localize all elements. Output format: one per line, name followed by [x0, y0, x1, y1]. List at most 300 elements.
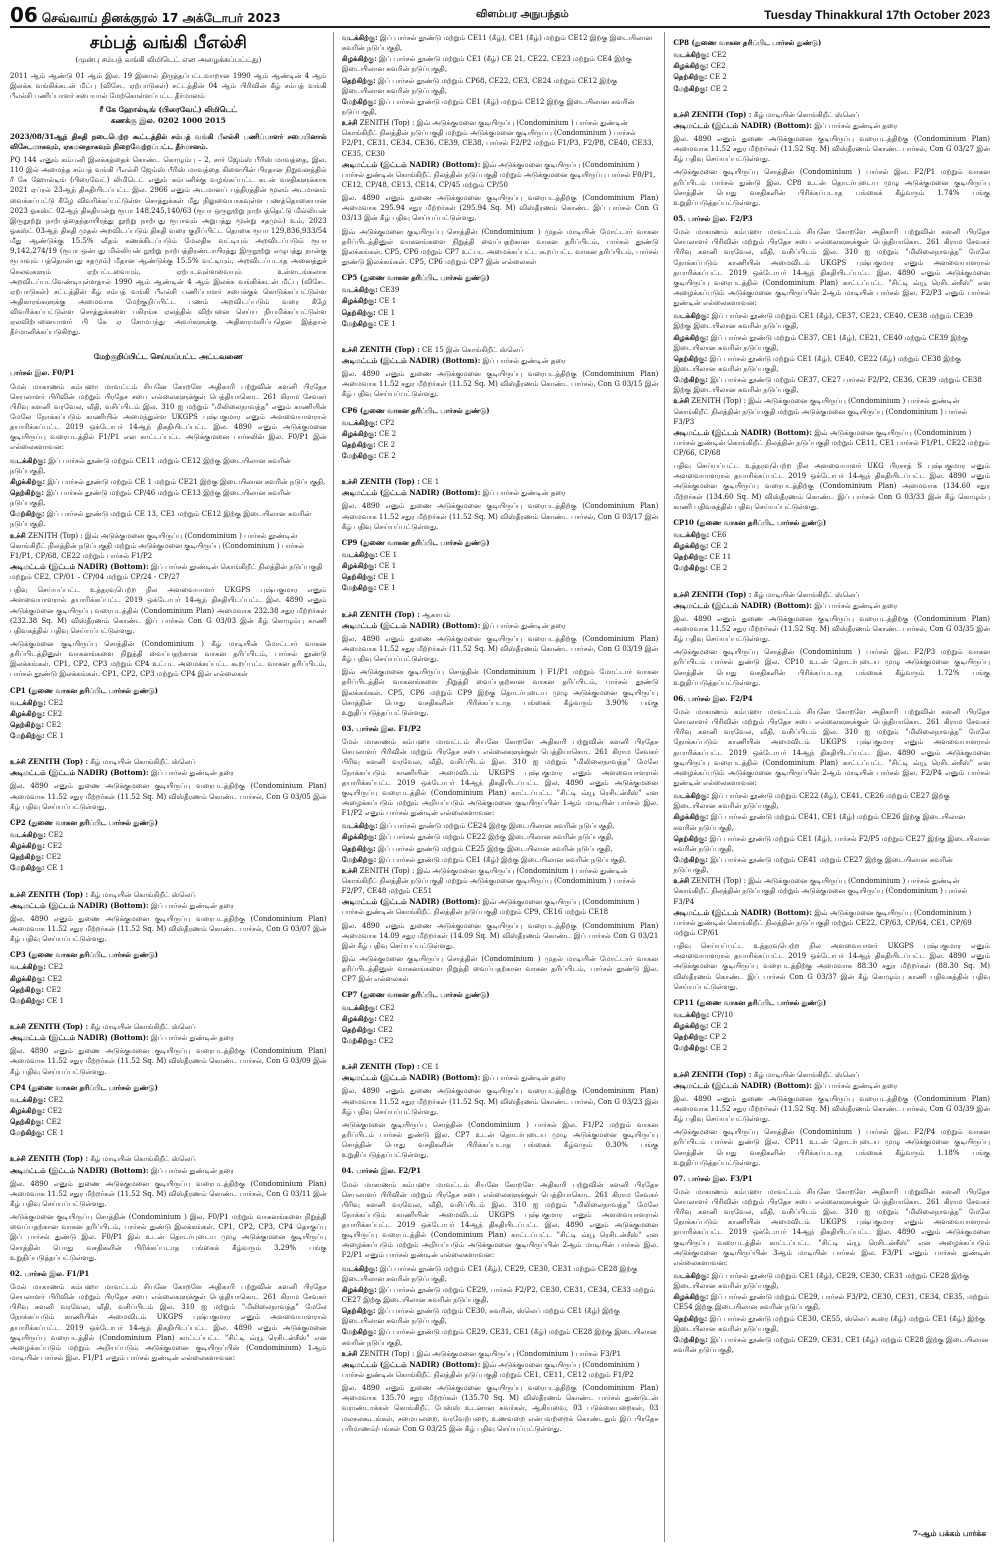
parcel-description: மேல் மாகாணம் கம்பஹா மாவட்டம் சியனே கோறளே அதிகாரி பற்றுவின் களனி பிரதேச செயலாளர் பிரிவின் மற்றும் பிரதேச சபை எல்லைகளுக்குள் பெத்தியாகொட 261 கிராம சேவகர் பிரிவு களனி வரவேல, வீதி, வசிப்பிடம் இல. 310 ஐ மற்றும் "மிலிலைநாவத்த" மேலே நோக்கப்படும் காணியின் அமைவிடம் UKGPS புஷ்பகுமார எனும் அளவையாளரால் தயாரிக்கப்பட்ட 2019 ஒக்டோபர் 14ஆந் திகதியிடப்பட்ட இல. 4890 எனும் அடுக்குமனை குடியிருப்பு வரைபடத்தில் (Condominium Plan) காட்டப்பட்ட "சிட்டி வ்யூ ரெசிடன்சீஸ்" என அழைக்கப்படும் மற்றும் அறியப்படும் அடுக்குமனை குடியிருப்பின் 1ஆம் மாடியின் பார்சல் இல. F1/P2 எனும் பார்சல் துண்டின் எல்லைகளாவன: — [341, 738, 659, 818]
spacer — [10, 1139, 327, 1153]
boundary-value: இவ் அடுக்குமனை குடியிருப்பு (Condominium ) பார்சல் துண்டின் கொங்கிறீட் நிலத்தின் நடுப்பகுதி மற்றும் CE1, CE11, CE12 மற்றும் F1/P2 — [341, 1360, 640, 1380]
boundary-west-label: மேற்கிற்கு: — [341, 1035, 377, 1045]
boundary-north — [342, 550, 659, 560]
boundary-label: உச்சி — [341, 118, 358, 128]
share-note: இவ் அடுக்குமனை குடியிருப்பு சொத்தின் (Condominium ) F1/P1 மற்றும் மோட்டார் வாகன தரிப்பிடத்தில் வாகனங்களை நிறுத்தி வைப்பதற்கான வாகன தரிப்பிடம், பார்சல் தூண்டு இலக்கங்கள். CP5, CP6 மற்றும் CP9 இற்கு தொடர்புடைய முழு அடுக்குமனை குடியிருப்பு சொத்தின் பொது வசதிகளின் பிரிக்கப்படாத பங்கைக் கீழ்வரும் 3.90% பங்கு உறுதிப்படுத்தப்பட்டுள்ளது. — [341, 668, 659, 717]
boundary-label: வடக்கிற்கு: — [341, 821, 378, 831]
boundary-east-value: CE2 — [47, 842, 63, 851]
boundary-bottom-value: இப் பார்சல் துண்டின் தரை — [150, 1034, 234, 1043]
boundary-east — [10, 841, 327, 851]
parcel-area: இல. 4890 எனும் துணை அடுக்குமனை குடியிருப்பு வரைபடத்திற்கு (Condominium Plan) அமைவாக 11.52 சதுர மீற்றர்கள் (11.52 Sq. M) விஸ்தீரணம் கொண்ட பார்சல், Con G 03/27 இன் கீழ் பதிவு செய்யப்பட்டுள்ளது. — [673, 134, 991, 164]
boundary-label: தெற்கிற்கு: — [673, 353, 708, 363]
boundary-north-label: வடக்கிற்கு: — [341, 285, 378, 295]
boundary-value: ZENITH (Top) : இவ் அடுக்குமனை குடியிருப்பு (Condominium ) பார்சல் F3/P1 — [359, 1349, 622, 1358]
boundary-label: கிழக்கிற்கு: — [341, 54, 377, 64]
boundary-south-label: தெற்கிற்கு: — [10, 719, 45, 729]
boundary-value: இப் பார்சல் தூண்டு மற்றும் CE29, CE31, CE1 (கீழ்) மற்றும் CE28 இற்கு இடையிலான சுவரின் நடுப்பகுதி, — [673, 1335, 989, 1355]
boundary-east — [342, 429, 659, 439]
boundary-label: மேற்கிற்கு: — [341, 854, 377, 864]
boundary-south — [673, 1032, 990, 1042]
boundary-west-value: CE 2 — [710, 1044, 728, 1053]
boundary-bottom-value: இப் பார்சல் துண்டின் தரை — [814, 601, 898, 610]
boundary-label: அடிமட்டம் (இட்டம் NADIR) (Bottom): — [341, 1359, 481, 1369]
boundary-west-label: மேற்கிற்கு: — [673, 1043, 708, 1053]
boundary-label: தெற்கிற்கு: — [673, 833, 708, 843]
boundary-top-value: கீழ் மாடியின் கொங்கிறீட் ஸ்லெப் — [90, 1023, 196, 1032]
spacer — [342, 595, 659, 609]
boundary-south-label: தெற்கிற்கு: — [10, 984, 45, 994]
boundary-east-value: CE 1 — [379, 297, 397, 306]
parking-parcel-title: CP8 (துணை வாகன தரிப்பிட பார்சல் துண்டு) — [673, 38, 822, 47]
boundary-south: தெற்கிற்கு: இப் பார்சல் தூண்டு மற்றும் CP/46 மற்றும் CE13 இற்கு இடையிலான சுவரின் நடுப்பகுதி, — [10, 487, 291, 508]
boundary-west-label: மேற்கிற்கு: — [673, 83, 708, 93]
boundary-value: ZENITH (Top) : இவ் அடுக்குமனை குடியிருப்பு (Condominium ) பார்சல் துண்டின் கொங்கிறீட் நிலத்தின் நடுப்பகுதி மற்றும் அடுக்குமனை குடியிருப்பு (Condominium ) பார்சல் F2/P1, CE31, CE34, CE36, CE39, CE38, பார்சல் F2/P2 மற்றும் F1/P3, F2/P8, CE40, CE33, CE35, CE30 — [341, 119, 654, 158]
boundary-west — [673, 1043, 990, 1053]
boundary-west-value: CE 2 — [378, 452, 396, 461]
boundary-north — [10, 962, 327, 972]
boundary-top-label: உச்சி ZENITH (Top) : — [10, 889, 89, 899]
boundary-top — [342, 477, 659, 487]
boundary-east-label: கிழக்கிற்கு: — [10, 708, 46, 718]
boundary-value: இப் பார்சல் தூண்டு மற்றும் CE22 (கீழ்), CE41, CE26 மற்றும் CE27 இற்கு இடையிலான சுவரின் நடுப்பகுதி, — [673, 792, 950, 811]
boundary-label: வடக்கிற்கு: — [341, 33, 378, 42]
boundary-top-label: உச்சி ZENITH (Top) : — [673, 109, 752, 119]
boundary-value: இப் பார்சல் தூண்டு மற்றும் CE1 (கீழ்), CE40, CE22 (கீழ்) மற்றும் CE38 இற்கு இடையிலான சுவரின் நடுப்பகுதி, — [673, 354, 962, 373]
boundary-label: கிழக்கிற்கு: — [673, 332, 709, 342]
boundary-east — [342, 296, 659, 306]
boundary-north — [342, 285, 659, 295]
boundary-top-value: CE 15 இன் கொங்கிறீட் ஸ்லெப் — [422, 345, 524, 354]
boundary-line — [342, 821, 659, 831]
boundary-north-label: வடக்கிற்கு: — [10, 830, 47, 840]
boundary-south-label: தெற்கிற்கு: — [673, 72, 708, 82]
parcel-boundaries — [673, 1271, 990, 1355]
boundary-line — [673, 333, 990, 353]
boundary-east-value: CE2 — [47, 974, 63, 983]
header-date-english: Tuesday Thinakkural 17th October 2023 — [764, 8, 990, 22]
boundary-top — [673, 590, 990, 600]
parcel-area: இல. 4890 எனும் துணை அடுக்குமனை குடியிருப்பு வரைபடத்திற்கு (Condominium Plan) அமைவாக 11.52 சதுர மீற்றர்கள் (11.52 Sq. M) விஸ்தீரணம் கொண்ட பார்சல், Con G 03/17 இன் கீழ் பதிவு செய்யப்பட்டுள்ளது. — [341, 502, 659, 531]
boundary-bottom — [10, 901, 327, 911]
boundary-value: இப் பார்சல் தூண்டு மற்றும் CE41 மற்றும் CE27 இற்கு இடையிலான சுவரின் நடுப்பகுதி, — [673, 855, 953, 875]
boundary-east-label: கிழக்கிற்கு: — [673, 61, 709, 71]
boundary-label: வடக்கிற்கு: — [673, 311, 710, 321]
boundary-value: இப் பார்சல் தூண்டு மற்றும் CE1 (கீழ்), பார்சல் F2/P5 மற்றும் CE27 இற்கு இடையிலான சுவரின் நடுப்பகுதி, — [673, 834, 990, 853]
boundary-line — [342, 844, 659, 854]
page-header — [10, 4, 990, 28]
boundary-top — [10, 890, 327, 900]
boundary-label: மேற்கிற்கு: — [673, 854, 708, 864]
continued-note: 7-ஆம் பக்கம் பார்க்க — [912, 1529, 987, 1539]
boundary-east — [342, 1014, 659, 1024]
boundary-line — [673, 311, 990, 331]
boundary-value: இவ் அடுக்குமனை குடியிருப்பு (Condominium ) பார்சல் துண்டின் கொங்கிறீட் நிலத்தின் நடுப்பகுதி மற்றும் அடுக்குமனை குடியிருப்பு பார்சல் F0/P1, CE12, CP/48, CE13, CE14, CP/45 மற்றும் CP/50 — [341, 160, 656, 189]
parcel-boundaries — [342, 33, 659, 267]
boundary-value: இப் பார்சல் தூண்டு மற்றும் CE11 (கீழ்), CE1 (கீழ்) மற்றும் CE12 இற்கு இடையிலான சுவரின் நடுப்பகுதி, — [341, 34, 653, 53]
boundary-south-label: தெற்கிற்கு: — [341, 307, 376, 317]
boundary-value: இப் பார்சல் தூண்டு மற்றும் CE25 இற்கு இடையிலான சுவரின் நடுப்பகுதி, — [377, 844, 613, 853]
boundary-line — [673, 791, 990, 811]
boundary-west-label: மேற்கிற்கு: — [10, 1128, 45, 1138]
parcel-boundaries — [10, 456, 327, 583]
boundary-top-label: உச்சி ZENITH (Top) : — [341, 477, 420, 487]
boundary-top-value: கீழ் மாடியின் கொங்கிறீட் ஸ்லெப் — [753, 1070, 860, 1079]
boundary-south — [10, 1117, 327, 1127]
boundary-top-label: உச்சி ZENITH (Top) : — [10, 1154, 89, 1164]
boundary-south-label: தெற்கிற்கு: — [10, 1117, 45, 1127]
boundary-bottom-label: அடிமட்டம் (இட்டம் NADIR) (Bottom): — [10, 900, 149, 910]
boundary-south-value: CE2 — [46, 720, 62, 729]
boundary-north-value: CE2 — [48, 831, 64, 840]
boundary-north-label: வடக்கிற்கு: — [10, 962, 47, 972]
boundary-bottom-label: அடிமட்டம் (இட்டம் NADIR) (Bottom): — [673, 600, 812, 610]
boundary-line — [673, 396, 990, 426]
boundary-value: இவ் அடுக்குமனை குடியிருப்பு (Condominium ) பார்சல் துண்டின் கொங்கிறீட் நிலத்தின் நடுப்பகுதி மற்றும் CP9, CE16 மற்றும் CE18 — [341, 898, 640, 917]
parking-intro: அடுக்குமனை குடியிருப்பு சொத்தின் (Condominium ) கீழ் மாடியின் மோட்டார் வாகன தரிப்பிடத்தினுள் வாகனங்களை நிறுத்தி வைப்பதற்கான வாகன தரிப்பிடம், பார்சல் தூண்டு இலக்கங்கள். CP1, CP2, CP3 மற்றும் CP4 உட்பட அமைக்கப்பட்ட கூறப்பட்ட வாகன தரிப்பிடம், பார்சல் தூண்டு இலக்கங்கள். CP1, CP2, CP3 மற்றும் CP4 இன் எல்லைகள் — [10, 639, 327, 679]
boundary-label: உச்சி — [341, 1348, 358, 1358]
boundary-east-value: CE2 — [47, 709, 63, 718]
spacer — [673, 575, 990, 589]
boundary-label: வடக்கிற்கு: — [673, 791, 710, 801]
boundary-north — [342, 1003, 659, 1013]
parking-parcel-title: CP9 (துணை வாகன தரிப்பிட பார்சல் துண்டு) — [341, 537, 490, 547]
boundary-bottom — [673, 601, 990, 611]
boundary-bottom — [342, 621, 659, 631]
boundary-bottom — [673, 121, 990, 131]
boundary-label: மேற்கிற்கு: — [673, 375, 708, 385]
boundary-line — [673, 428, 990, 458]
boundary-line — [342, 1306, 659, 1326]
boundary-top — [10, 757, 327, 767]
boundary-south-value: CE 2 — [709, 73, 727, 82]
parcel-heading: 07. பார்சல் இல. F3/P1 — [673, 1173, 753, 1183]
boundary-line — [342, 1264, 659, 1284]
boundary-value: இப் பார்சல் தூண்டு மற்றும் CE1 (கீழ்), CE29, CE30, CE31 மற்றும் CE28 இற்கு இடையிலான சுவரின் நடுப்பகுதி, — [341, 1264, 638, 1283]
boundary-label: உச்சி — [673, 396, 690, 406]
boundary-south — [10, 985, 327, 995]
boundary-bottom-value: இப் பார்சல் துண்டின் தரை — [814, 121, 898, 130]
parcel-area: இல. 4890 எனும் துணை அடுக்குமனை குடியிருப்பு வரைபடத்திற்கு (Condominium Plan) அமைவாக 295.94 சதுர மீற்றர்கள் (295.94 Sq. M) விஸ்தீரணம் கொண்ட இப் பார்சல் Con G 03/13 இன் கீழ் பதிவு செய்யப்பட்டுள்ளது. — [341, 194, 659, 223]
boundary-south — [342, 572, 659, 582]
boundary-south-label: தெற்கிற்கு: — [341, 439, 376, 449]
boundary-west-value: CE 2 — [710, 84, 728, 93]
boundary-west — [10, 863, 327, 873]
boundary-label: தெற்கிற்கு: — [341, 75, 376, 85]
boundary-label: வடக்கிற்கு: — [341, 1263, 378, 1273]
parking-parcels — [673, 998, 990, 1124]
boundary-east — [673, 541, 990, 551]
boundary-north-value: CE 1 — [379, 551, 398, 560]
parcel-area: இல. 4890 எனும் துணை அடுக்குமனை குடியிருப்பு வரைபடத்திற்கு (Condominium Plan) அமைவாக 11.52 சதுர மீற்றர்கள் (11.52 Sq. M) விஸ்தீரணம் கொண்ட பார்சல், Con G 03/35 இன் கீழ் பதிவு செய்யப்பட்டுள்ளது. — [673, 614, 991, 644]
boundary-north — [673, 50, 990, 60]
boundary-west-value: CE 1 — [46, 996, 65, 1005]
boundary-value: இப் பார்சல் தூண்டு மற்றும் CE1 (கீழ்) CE 21, CE22, CE23 மற்றும் CE4 இற்கு இடையிலான சுவரின் நடுப்பகுதி, — [341, 55, 632, 74]
parcel-area: இல. 4890 எனும் துணை அடுக்குமனை குடியிருப்பு வரைபடத்திற்கு (Condominium Plan) அமைவாக 11.52 சதுர மீற்றர்கள் (11.52 Sq. M) விஸ்தீரணம் கொண்ட பார்சல், Con G 03/11 இன் கீழ் பதிவு செய்யப்பட்டுள்ளது. — [10, 1179, 327, 1208]
boundary-bottom-value: இப் பார்சல் துண்டின் தரை — [814, 1081, 898, 1090]
boundary-top-value: கீழ் மாடியின் கொங்கிறீட் ஸ்லெப் — [753, 590, 860, 599]
boundary-value: இப் பார்சல் தூண்டு மற்றும் CE30, CE55, ஸ்லெப் கூரை (கீழ்) மற்றும் CE1 (கீழ்) இற்கு இடையிலான சுவரின் நடுப்பகுதி, — [673, 1314, 986, 1333]
boundary-south — [342, 440, 659, 450]
notice-title: சம்பத் வங்கி பீஎல்சி — [89, 33, 247, 53]
boundary-label: அடிமட்டம் (இட்டம் NADIR) (Bottom): — [341, 159, 481, 169]
boundary-top-label: உச்சி ZENITH (Top) : — [341, 1062, 420, 1072]
parking-parcel — [10, 1083, 327, 1209]
boundary-bottom-label: அடிமட்டம் (இட்டம் NADIR) (Bottom): — [10, 1033, 149, 1043]
parking-parcel — [673, 38, 990, 164]
boundary-south-value: CE 1 — [377, 573, 396, 582]
parcel-heading: 05. பார்சல் இல. F2/P3 — [673, 213, 753, 223]
boundary-south-value: CE2 — [46, 985, 62, 994]
parcel-area: இல. 4890 எனும் துணை அடுக்குமனை குடியிருப்பு வரைபடத்திற்கு (Condominium Plan) அமைவாக 11.52 சதுர மீற்றர்கள் (11.52 Sq. M) விஸ்தீரணம் கொண்ட பார்சல், Con G 03/15 இன் கீழ் பதிவு செய்யப்பட்டுள்ளது. — [341, 370, 659, 399]
boundary-label: கிழக்கிற்கு: — [673, 1292, 709, 1302]
boundary-bottom — [673, 1081, 990, 1091]
boundary-top-value: கீழ் மாடியின் கொங்கிறீட் ஸ்லெப் — [753, 110, 860, 119]
spacer — [10, 1007, 327, 1021]
boundary-line — [673, 375, 990, 395]
resolution-body: PQ 144 எனும் கம்பனி இலக்கத்தைக் கொண்ட கொழும்பு – 2, சார் ஜேம்ஸ் பீரிஸ் மாவத்தை, இல. 110 இல் அமைந்த சம்பத் வங்கி பீஎல்சி ஜேம்ஸ் பீரிஸ் மாவத்தை கிளையின் பிரதான நிறுவனத்தில் ரீ கே ஹோல்டிங் (பிரைவேட்) லிமிடெட் எனும் கம்பனிக்கு வழங்கப்பட்ட கடன் வசதிகளுக்காக 2021 ஏப்ரல் 23ஆந் திகதியிடப்பட்ட இல. 2966 எனும் அடமானப் பத்திரத்தின் மூலம் அடமானம் வைக்கப்பட்டு கீழே விவரிக்கப்பட்டுள்ள சொத்துக்கள் மீது நிலுவையாகவுள்ள பணத்தொகையான 2023 ஓகஸ்ட் 02ஆந் திகதியன்று ரூபா 148,245,140/63 (ரூபா ஒருநூற்று நாற்பத்தெட்டு மில்லியன் இருநூற்று நாற்பத்தைந்தாயிரத்து நூற்று நாற்பது ரூபாவும் அறுபத்து மூன்று சதமும்) உம், 2023 ஓகஸ்ட் 03ஆந் திகதி முதல் அறவிடப்படும் திகதி வரை குறிப்பிட்ட தொகை ரூபா 129,836,933/54 மீது ஆண்டுக்கு 15.5% வீதம் கணக்கிடப்படும் மேலதிக வட்டியும் அறவிடப்படும் ரூபா 9,142,274/19 (ரூபா ஒன்பது மில்லியன் நூற்று நாற்பத்திரண்டாயிரத்து இருநூற்று எழுபத்து நான்கு ரூபாவும் பத்தொன்பது சதமும்) மீதான ஆண்டுக்கு 15.5% வட்டியும், அறவிடப்படாத அனைத்துச் செலவுகளும் ஏற்பட்டவையும், ஏற்படவுள்ளவையும் உள்ளடங்கலாக அறவிடப்படவேண்டியுள்ளதால் 1990 ஆம் ஆண்டின் 4 ஆம் இலக்க வங்கிக்கடன் மீட்பு (விசேட ஏற்பாடுகள்) சட்டத்தின் கீழ் சம்பத் வங்கி பீஎல்சி பணிப்பாளர் சபைக்குக் கொடுக்கப்பட்டுள்ள அதிகாரங்களுக்கு அமைவாக மேற்குறிப்பிட்ட பணம் அறவிடப்படும் வரை கீழே விவரிக்கப்பட்டுள்ள சொத்துக்களை பகிரங்க ஏலத்தில் விற்பனை செய்ய நியமிக்கப்பட்டுள்ள ஏலவிற்பனையாளர் பி கே ஏ சோமபந்து அவர்களுக்கு அதிகாரமளிப்பதென இத்தால் தீர்மானிக்கப்படுகிறது. — [10, 156, 327, 337]
boundary-north-label: வடக்கிற்கு: — [673, 50, 710, 60]
notice-subtitle: (முன்பு சம்பத் வங்கி லிமிடெட் என அழைக்கப்பட்டது) — [75, 54, 262, 64]
boundary-line — [342, 1360, 659, 1380]
boundary-value: இப் பார்சல் தூண்டு மற்றும் CE37, CE27 பார்சல் F2/P2, CE36, CE39 மற்றும் CE38 இற்கு இடையிலான சுவரின் நடுப்பகுதி, — [673, 376, 982, 395]
boundary-line — [673, 1292, 990, 1312]
spacer — [342, 462, 659, 476]
boundary-bottom — [342, 356, 659, 366]
boundary-east-label: கிழக்கிற்கு: — [341, 428, 377, 438]
boundary-south — [673, 72, 990, 82]
boundary-north — [673, 530, 990, 540]
boundary-top-label: உச்சி ZENITH (Top) : — [10, 757, 89, 767]
boundary-north-value: CE2 — [48, 963, 64, 972]
boundary-top-value: கீழ் மாடியின் கொங்கிறீட் ஸ்லெப் — [90, 758, 196, 767]
boundary-bottom-label: அடிமட்டம் (இட்டம் NADIR) (Bottom): — [673, 1080, 812, 1090]
boundary-west — [342, 319, 659, 329]
boundary-west-value: CE2 — [378, 1036, 394, 1045]
boundary-south — [342, 1025, 659, 1035]
boundary-east-value: CE2 — [47, 1107, 63, 1115]
boundary-top-label: உச்சி ZENITH (Top) : — [341, 344, 420, 354]
boundary-east-label: கிழக்கிற்கு: — [10, 841, 46, 851]
parking-parcel-title: CP2 (துணை வாகன தரிப்பிட பார்சல் துண்டு) — [10, 817, 158, 827]
boundary-east — [673, 61, 990, 71]
boundary-top-label: உச்சி ZENITH (Top) : — [10, 1022, 89, 1032]
parcel-description: மேல் மாகாணம் கம்பஹா மாவட்டம் சியனே கோறளே அதிகாரி பற்றுவின் களனி பிரதேச செயலாளர் பிரிவின் மற்றும் பிரதேச சபை எல்லைகளுக்குள் பெத்தியாகொட 261 கிராம சேவகர் பிரிவு களனி வரவேல, வீதி, வசிப்பிடம் இல. 310 ஐ மற்றும் "மிலிலைநாவத்த" மேலே நோக்கப்படும் காணியின் அமைவிடம் UKGPS புஷ்பகுமார எனும் அளவையாளரால் தயாரிக்கப்பட்ட 2019 ஒக்டோபர் 14ஆந் திகதியிடப்பட்ட இல. 4890 எனும் அடுக்குமனை குடியிருப்பு வரைபடத்தில் (Condominium Plan) காட்டப்பட்ட "சிட்டி வ்யூ ரெசிடன்சீஸ்" என அழைக்கப்படும் மற்றும் அறியப்படும் அடுக்குமனை குடியிருப்பின் (Condominium) 1ஆம் மாடியின் பார்சல் இல. F1/P1 எனும் பார்சல் துண்டின் எல்லைகளாவன: — [10, 1282, 327, 1362]
boundary-line — [342, 1327, 659, 1347]
boundary-west-value: CE 1 — [378, 584, 396, 593]
header-date-tamil: செவ்வாய் தினக்குரல் 17 அக்டோபர் 2023 — [41, 11, 281, 25]
boundary-north-value: CP2 — [379, 418, 395, 427]
spacer — [673, 95, 990, 109]
boundary-west-label: மேற்கிற்கு: — [341, 451, 377, 461]
spacer — [342, 330, 659, 344]
boundary-south-label: தெற்கிற்கு: — [341, 572, 376, 582]
boundary-value: இப் பார்சல் தூண்டு மற்றும் CE30, சுவரின், ஸ்லெப் மற்றும் CE1 (கீழ்) இற்கு இடையிலான சுவரின் நடுப்பகுதி, — [341, 1307, 620, 1326]
boundary-bottom-label: அடிமட்டம் (இட்டம் NADIR) (Bottom): — [10, 1165, 149, 1175]
notice-intro: 2011 ஆம் ஆண்டு 01 ஆம் இல. 19 இனால் திருத்தப்பட்டவாறான 1990 ஆம் ஆண்டின் 4 ஆம் இலக்க வங்கிக்கடன் மீட்பு (விசேட ஏற்பாடுகள்) சட்டத்தின் 04 ஆம் பிரிவின் கீழ் சம்பத் வங்கி பீஎல்சி பணிப்பாளர் சபையால் மேற்கொள்ளப்பட்ட தீர்மானம் — [10, 71, 327, 100]
boundary-east-label: கிழக்கிற்கு: — [10, 973, 46, 983]
boundary-line — [342, 897, 659, 917]
boundary-south-label: தெற்கிற்கு: — [10, 852, 45, 862]
boundary-line — [342, 855, 659, 865]
boundary-bottom: அடிமட்டம் (இட்டம் NADIR) (Bottom): இப் பார்சல் தூண்டின் கொங்கிறீட் நிலத்தின் நடுப்பகுதி மற்றும் CE2, CP/01 – CP/04 மற்றும் CP/24 - CP/27 — [10, 561, 323, 582]
boundary-north — [10, 830, 327, 840]
parking-parcel-title: CP4 (துணை வாகன தரிப்பிட பார்சல் துண்டு) — [10, 1082, 158, 1092]
parcel-description: மேல் மாகாணம் கம்பஹா மாவட்டம் சியனே கோறளே அதிகாரி பற்றுவின் களனி பிரதேச செயலாளர் பிரிவின் மற்றும் பிரதேச சபை எல்லைகளுக்குள் பெத்தியாகொட 261 கிராம சேவகர் பிரிவு களனி வரவேல, வீதி, வசிப்பிடம் இல. 310 ஐ மற்றும் "மிலிலைநாவத்த" மேலே நோக்கப்படும் காணியின் அமைவிடம் UKGPS புஷ்பகுமார எனும் அளவையாளரால் தயாரிக்கப்பட்ட 2019 ஒக்டோபர் 14ஆந் திகதியிடப்பட்ட இல. 4890 எனும் அடுக்குமனை குடியிருப்பு வரைபடத்தில் (Condominium Plan) காட்டப்பட்ட "சிட்டி வ்யூ ரெசிடன்சீஸ்" என அழைக்கப்படும் அடுக்குமனை குடியிருப்பின் 2ஆம் மாடியின் பார்சல் இல. F2/P3 எனும் பார்சல் துண்டின் எல்லைகளாவன: — [673, 228, 991, 308]
parcel-description: மேல் மாகாணம் கம்பஹா மாவட்டம் சியனே கோறளே அதிகாரி பற்றுவின் களனி பிரதேச செயலாளர் பிரிவின் மற்றும் பிரதேச சபை எல்லைகளுக்குள் பெத்தியாகொட 261 கிராம சேவகர் பிரிவு களனி வரவேல, வீதி, வசிப்பிடம் இல. 310 ஐ மற்றும் "மிலிலைநாவத்த" மேலே நோக்கப்படும் காணியின் அமைவிடம் UKGPS புஷ்பகுமார எனும் அளவையாளரால் தயாரிக்கப்பட்ட 2019 ஒக்டோபர் 14ஆந் திகதியிடப்பட்ட இல. 4890 எனும் அடுக்குமனை குடியிருப்பு வரைபடத்தில் (Condominium Plan) காட்டப்பட்ட "சிட்டி வ்யூ ரெசிடன்சீஸ்" என அழைக்கப்படும் மற்றும் அறியப்படும் அடுக்குமனை குடியிருப்பின் 2ஆம் மாடியின் பார்சல் இல. F2/P1 எனும் பார்சல் துண்டின் எல்லைகளாவன: — [341, 1180, 659, 1260]
boundary-value: இப் பார்சல் தூண்டு மற்றும் CE29, பார்சல் F3/P2, CE30, CE31, CE34, CE35, மற்றும் CE54 இற்கு இடையிலான சுவரின் நடுப்பகுதி, — [673, 1293, 989, 1312]
boundary-line — [673, 1314, 990, 1334]
boundary-line — [342, 866, 659, 896]
boundary-line — [673, 1335, 990, 1355]
boundary-west-value: CE 2 — [710, 564, 728, 573]
boundary-east — [10, 974, 327, 984]
boundary-north-label: வடக்கிற்கு: — [341, 1002, 378, 1012]
boundary-north-label: வடக்கிற்கு: — [341, 417, 378, 427]
boundary-top-label: உச்சி ZENITH (Top) : — [341, 609, 420, 619]
boundary-south-value: CE2 — [377, 1025, 393, 1034]
boundary-value: ZENITH (Top) : இவ் அடுக்குமனை குடியிருப்பு (Condominium ) பார்சல் துண்டின் கொங்கிறீட் நிலத்தின் நடுப்பகுதி மற்றும் அடுக்குமனை குடியிருப்பு (Condominium ) பார்சல் F3/P4 — [673, 877, 968, 906]
boundary-north-value: CE6 — [711, 531, 727, 540]
parking-parcels — [342, 273, 659, 664]
boundary-label: அடிமட்டம் (இட்டம் NADIR) (Bottom): — [673, 907, 812, 917]
boundary-north-label: வடக்கிற்கு: — [673, 1009, 710, 1019]
boundary-west-label: மேற்கிற்கு: — [341, 583, 377, 593]
boundary-bottom-value: இப் பார்சல் துண்டின் தரை — [482, 489, 566, 498]
parcel-boundaries — [342, 1264, 659, 1381]
boundary-south — [10, 720, 327, 730]
boundary-line — [342, 832, 659, 842]
boundary-east-label: கிழக்கிற்கு: — [341, 561, 377, 571]
boundary-bottom-label: அடிமட்டம் (இட்டம் NADIR) (Bottom): — [10, 768, 149, 778]
boundary-label: கிழக்கிற்கு: — [341, 832, 377, 842]
boundary-east-label: கிழக்கிற்கு: — [10, 1106, 46, 1115]
boundary-east: கிழக்கிற்கு: இப் பார்சல் தூண்டு மற்றும் CE 1 மற்றும் CE21 இற்கு இடையிலான சுவரின் நடுப்பகுதி, — [10, 476, 326, 486]
parcel-area: பதிவு செய்யப்பட்ட உத்தரவுபெற்ற நில அளவையாளர் UKGPS புஷ்பகுமார எனும் அளவையாளரால் தயாரிக்கப்பட்ட 2019 ஒக்டோபர் 14ஆந் திகதியிடப்பட்ட இல. 4890 எனும் அடுக்குமனை குடியிருப்பு வரைபடத்திற்கு அமைவாக 88.30 சதுர மீற்றர்கள் (88.30 Sq. M) விஸ்தீரணம் கொண்ட இப் பார்சல் Con G 03/37 இன் கீழ் கொழும்பு காணி பதிவகத்தில் பதிவு செய்யப்பட்டுள்ளது. — [673, 942, 991, 991]
parking-parcel — [673, 518, 990, 644]
boundary-top-value: CE 1 — [422, 1063, 440, 1072]
parcel-boundaries — [673, 311, 990, 458]
parcel-area: இல. 4890 எனும் துணை அடுக்குமனை குடியிருப்பு வரைபடத்திற்கு (Condominium Plan) அமைவாக 11.52 சதுர மீற்றர்கள் (11.52 Sq. M) விஸ்தீரணம் கொண்ட பார்சல், Con G 03/39 இன் கீழ் பதிவு செய்யப்பட்டுள்ளது. — [673, 1094, 991, 1124]
boundary-north — [342, 418, 659, 428]
parcel-area: பதிவு செய்யப்பட்ட உத்தரவுபெற்ற நில அளவையாளர் UKGPS புஷ்பகுமார எனும் அளவையாளரால் தயாரிக்கப்பட்ட 2019 ஒக்டோபர் 14ஆந் திகதியிடப்பட்ட இல. 4890 எனும் அடுக்குமனை குடியிருப்பு வரைபடத்தில் (Condominium Plan) அமைவாக 232.38 சதுர மீற்றர்கள் (232.38 Sq. M) விஸ்தீரணம் கொண்ட இப் பார்சல் Con G 03/03 இன் கீழ் கொழும்பு காணி பதிவகத்தில் பதிவு செய்யப்பட்டுள்ளது. — [10, 586, 327, 635]
boundary-value: இப் பார்சல் தூண்டு மற்றும் CE37, CE1 (கீழ்), CE21, CE40 மற்றும் CE39 இற்கு இடையிலான சுவரின் நடுப்பகுதி, — [673, 333, 969, 352]
boundary-east — [10, 1106, 327, 1116]
boundary-north: வடக்கிற்கு: இப் பார்சல் தூண்டு மற்றும் CE11 மற்றும் CE12 இற்கு இடையிலான சுவரின் நடுப்பகுதி, — [10, 455, 291, 475]
boundary-bottom-label: அடிமட்டம் (இட்டம் NADIR) (Bottom): — [673, 120, 812, 130]
boundary-value: ZENITH (Top) : இவ் அடுக்குமனை குடியிருப்பு (Condominium ) பார்சல் துண்டின் கொங்கிறீட் நிலத்தின் நடுப்பகுதி மற்றும் அடுக்குமனை குடியிருப்பு (Condominium ) பார்சல் F3/P3 — [673, 397, 968, 426]
boundary-top-value: ஆகாயம் — [422, 610, 451, 619]
boundary-line — [342, 54, 659, 74]
boundary-top — [10, 1154, 327, 1164]
boundary-value: இப் பார்சல் தூண்டு மற்றும் CE29, CE31, CE1 (கீழ்) மற்றும் CE28 இற்கு இடையிலான சுவரின் நடுப்பகுதி, — [341, 1328, 657, 1347]
boundary-north — [10, 698, 327, 708]
boundary-south-label: தெற்கிற்கு: — [673, 552, 708, 562]
share-note: அடுக்குமனை குடியிருப்பு சொத்தின் (Condominium ) பார்சல் இல. F1/P2 மற்றும் வாகன தரிப்பிடம் பார்சல் துண்டு இல. CP7 உடன் தொடர்புடைய முழு அடுக்குமனை குடியிருப்பு சொத்தின் பொது வசதிகளின் பிரிக்கப்படாத பங்கைக் கீழ்வரும் 0.30% பங்கு உறுதிப்படுத்தப்பட்டுள்ளது. — [341, 1120, 659, 1160]
boundary-bottom-label: அடிமட்டம் (இட்டம் NADIR) (Bottom): — [341, 1073, 481, 1083]
boundary-west — [342, 451, 659, 461]
header-section: விளம்பர அநுபந்தம் — [476, 9, 569, 20]
parking-parcel — [10, 950, 327, 1076]
boundary-west — [10, 731, 327, 741]
parking-parcels — [673, 518, 990, 644]
boundary-value: இப் பார்சல் தூண்டு மற்றும் CE22 இற்கு இடையிலான சுவரின் நடுப்பகுதி, — [379, 833, 614, 842]
boundary-line — [673, 354, 990, 374]
boundary-south-value: CE 2 — [377, 440, 396, 449]
boundary-line — [342, 1349, 659, 1359]
boundary-value: இப் பார்சல் தூண்டு மற்றும் CE1 (கீழ்) மற்றும் CE12 இற்கு இடையிலான சுவரின் நடுப்பகுதி, — [341, 97, 635, 116]
boundary-south-value: CE2 — [46, 1118, 62, 1127]
parking-parcel-title: CP11 (துணை வாகன தரிப்பிட பார்சல் துண்டு) — [673, 997, 827, 1007]
boundary-west-label: மேற்கிற்கு: — [341, 318, 377, 328]
boundary-north-value: CE2 — [379, 1003, 395, 1012]
parcel-boundaries — [673, 791, 990, 938]
boundary-west-label: மேற்கிற்கு: — [10, 731, 45, 741]
boundary-north-label: வடக்கிற்கு: — [341, 550, 378, 560]
parcel-heading: 03. பார்சல் இல. F1/P2 — [341, 724, 421, 734]
boundary-label: அடிமட்டம் (இட்டம் NADIR) (Bottom): — [673, 427, 812, 437]
boundary-south-label: தெற்கிற்கு: — [341, 1024, 376, 1034]
boundary-top-value: கீழ் மாடியின் கொங்கிறீட் ஸ்லெப் — [90, 890, 196, 899]
parking-parcel-title: CP3 (துணை வாகன தரிப்பிட பார்சல் துண்டு) — [10, 950, 158, 960]
boundary-north — [673, 1010, 990, 1020]
boundary-north-label: வடக்கிற்கு: — [673, 530, 710, 540]
boundary-north-label: வடக்கிற்கு: — [10, 697, 47, 707]
parking-parcel-title: CP5 (துணை வாகன தரிப்பிட பார்சல் துண்டு) — [341, 273, 490, 283]
parcel-heading: 04. பார்சல் இல. F2/P1 — [341, 1166, 421, 1176]
boundary-west: மேற்கிற்கு: இப் பார்சல் தூண்டு மற்றும் CE 13, CE1 மற்றும் CE12 இற்கு இடையிலான சுவரின் நடுப்பகுதி. — [10, 509, 312, 529]
boundary-line — [673, 812, 990, 832]
boundary-west — [673, 84, 990, 94]
boundary-south-value: CE 11 — [709, 553, 732, 562]
boundary-top-value: கீழ் மாடியின் கொங்கிறீட் ஸ்லெப் — [90, 1155, 196, 1164]
boundary-south-value: CE2 — [46, 853, 62, 862]
boundary-top-label: உச்சி ZENITH (Top) : — [673, 1069, 752, 1079]
boundary-line — [673, 834, 990, 854]
boundary-east-label: கிழக்கிற்கு: — [341, 1013, 377, 1023]
parcel-area: இல. 4890 எனும் துணை அடுக்குமனை குடியிருப்பு வரைபடத்திற்கு (Condominium Plan) அமைவாக 11.52 சதுர மீற்றர்கள் (11.52 Sq. M) விஸ்தீரணம் கொண்ட பார்சல், Con G 03/23 இன் கீழ் பதிவு செய்யப்பட்டுள்ளது. — [341, 1087, 659, 1116]
boundary-value: இப் பார்சல் தூண்டு மற்றும் CE41, CE1 (கீழ்) மற்றும் CE26 இற்கு இடையிலான சுவரின் நடுப்பகுதி, — [673, 813, 966, 832]
boundary-bottom-label: அடிமட்டம் (இட்டம் NADIR) (Bottom): — [341, 620, 481, 630]
boundary-label: தெற்கிற்கு: — [341, 843, 376, 853]
boundary-line — [673, 876, 990, 906]
boundary-east-value: CE2 — [379, 1014, 394, 1023]
parking-parcel — [673, 998, 990, 1124]
parcel-description: மேல் மாகாணம் கம்பஹா மாவட்டம் சியனே கோறளே அதிகாரி பற்றுவின் களனி பிரதேச செயலாளர் பிரிவின் மற்றும் பிரதேச சபை எல்லைகளுக்குள் பெத்தியாகொட 261 கிராம சேவகர் பிரிவு களனி வரவேல, வீதி, வசிப்பிடம் இல. 310 ஐ மற்றும் "மிலிலைநாவத்த" எனும் காணியின் மேலே நோக்கப்படும் காணியில் அமைந்துள்ள UKGPS புஷ்பகுமார எனும் அளவையாளரால் தயாரிக்கப்பட்ட 2019 ஒக்டோபர் 14ஆந் திகதியிடப்பட்ட இல. 4890 எனும் அடுக்குமனை குடியிருப்பு வரைபடத்தில் F1/P1 என காட்டப்பட்ட அடுக்குமனை பார்சலின் இல. F0/P1 இன் எல்லைகளாவன: — [10, 382, 327, 452]
spacer — [342, 1047, 659, 1061]
boundary-bottom — [342, 1073, 659, 1083]
parcel-area: பதிவு செய்யப்பட்ட உத்தரவுபெற்ற நில அளவையாளர் UKG பிரசாத் S புஷ்பகுமார எனும் அளவையாளரால் தயாரிக்கப்பட்ட 2019 ஒக்டோபர் 14ஆந் திகதியிடப்பட்ட இல. 4890 எனும் அடுக்குமனை குடியிருப்பு வரைபடத்திற்கு (Condominium Plan) அமைவாக (134.60 சதுர மீற்றர்கள் (134.60 Sq. M) விஸ்தீரணம் கொண்ட இப் பார்சல் Con G 03/33 இன் கீழ் கொழும்பு காணி பதிவகத்தில் பதிவு செய்யப்பட்டுள்ளது. — [673, 462, 991, 511]
boundary-south — [673, 552, 990, 562]
boundary-bottom-label: அடிமட்டம் (இட்டம் NADIR) (Bottom): — [341, 488, 481, 498]
boundary-north-value: CE2 — [48, 698, 64, 707]
boundary-east-label: கிழக்கிற்கு: — [341, 296, 377, 306]
share-note: அடுக்குமனை குடியிருப்பு சொத்தின் (Condominium ) பார்சல் இல. F2/P3 மற்றும் வாகன தரிப்பிடம் பார்சல் துண்டு இல. CP10 உடன் தொடர்புடைய முழு அடுக்குமனை குடியிருப்பு சொத்தின் பொது வசதிகளின் பிரிக்கப்படாத பங்கைக் கீழ்வரும் 1.72% பங்கு உறுதிப்படுத்தப்பட்டுள்ளது. — [673, 648, 991, 687]
boundary-east-value: CE 2 — [710, 1022, 728, 1031]
parcel-boundaries — [342, 821, 659, 917]
parking-intro: இவ் அடுக்குமனை குடியிருப்பு சொத்தின் (Condominium ) முதல் மாடியின் மோட்டார் வாகன தரிப்பிடத்தினுள் வாகனங்களை நிறுத்தி வைப்பதற்கான வாகன தரிப்பிடம், பார்சல் தூண்டு இல. CP7 இன் எல்லைகள் — [341, 954, 659, 984]
share-note: அடுக்குமனை குடியிருப்பு சொத்தின் (Condominium ) பார்சல் இல. F2/P4 மற்றும் வாகன தரிப்பிடம் பார்சல் துண்டு இல. CP11 உடன் தொடர்புடைய முழு அடுக்குமனை குடியிருப்பு சொத்தின் பொது வசதிகளின் பிரிக்கப்படாத பங்கைக் கீழ்வரும் 1.18% பங்கு உறுதிப்படுத்தப்பட்டுள்ளது. — [673, 1128, 991, 1167]
boundary-north-value: CE2 — [48, 1095, 64, 1104]
boundary-value: இப் பார்சல் தூண்டு மற்றும் CE29, பார்சல் F2/P2, CE30, CE31, CE34, CE33 மற்றும் CE27 இற்கு இடையிலான சுவரின் நடுப்பகுதி, — [341, 1285, 656, 1305]
boundary-bottom-value: இப் பார்சல் துண்டின் தரை — [482, 356, 566, 365]
boundary-west-label: மேற்கிற்கு: — [10, 995, 45, 1005]
boundary-south — [342, 308, 659, 318]
page-number: 06 — [10, 3, 38, 27]
boundary-east — [10, 709, 327, 719]
boundary-bottom-value: இப் பார்சல் துண்டின் தரை — [482, 1074, 566, 1083]
boundary-bottom-value: இப் பார்சல் துண்டின் தரை — [482, 621, 566, 630]
parking-intro: இவ் அடுக்குமனை குடியிருப்பு சொத்தின் (Condominium ) முதல் மாடியின் மோட்டார் வாகன தரிப்பிடத்தினுள் வாகனங்களை நிறுத்தி வைப்பதற்கான வாகன தரிப்பிடம், பார்சல் தூண்டு இலக்கங்கள். CP5, CP6 மற்றும் CP7 உட்பட அமைக்கப்பட்ட கூறப்பட்ட வாகன தரிப்பிடம், பார்சல் தூண்டு இலக்கங்கள். CP5, CP6 மற்றும் CP7 இன் எல்லைகள் — [341, 227, 659, 266]
